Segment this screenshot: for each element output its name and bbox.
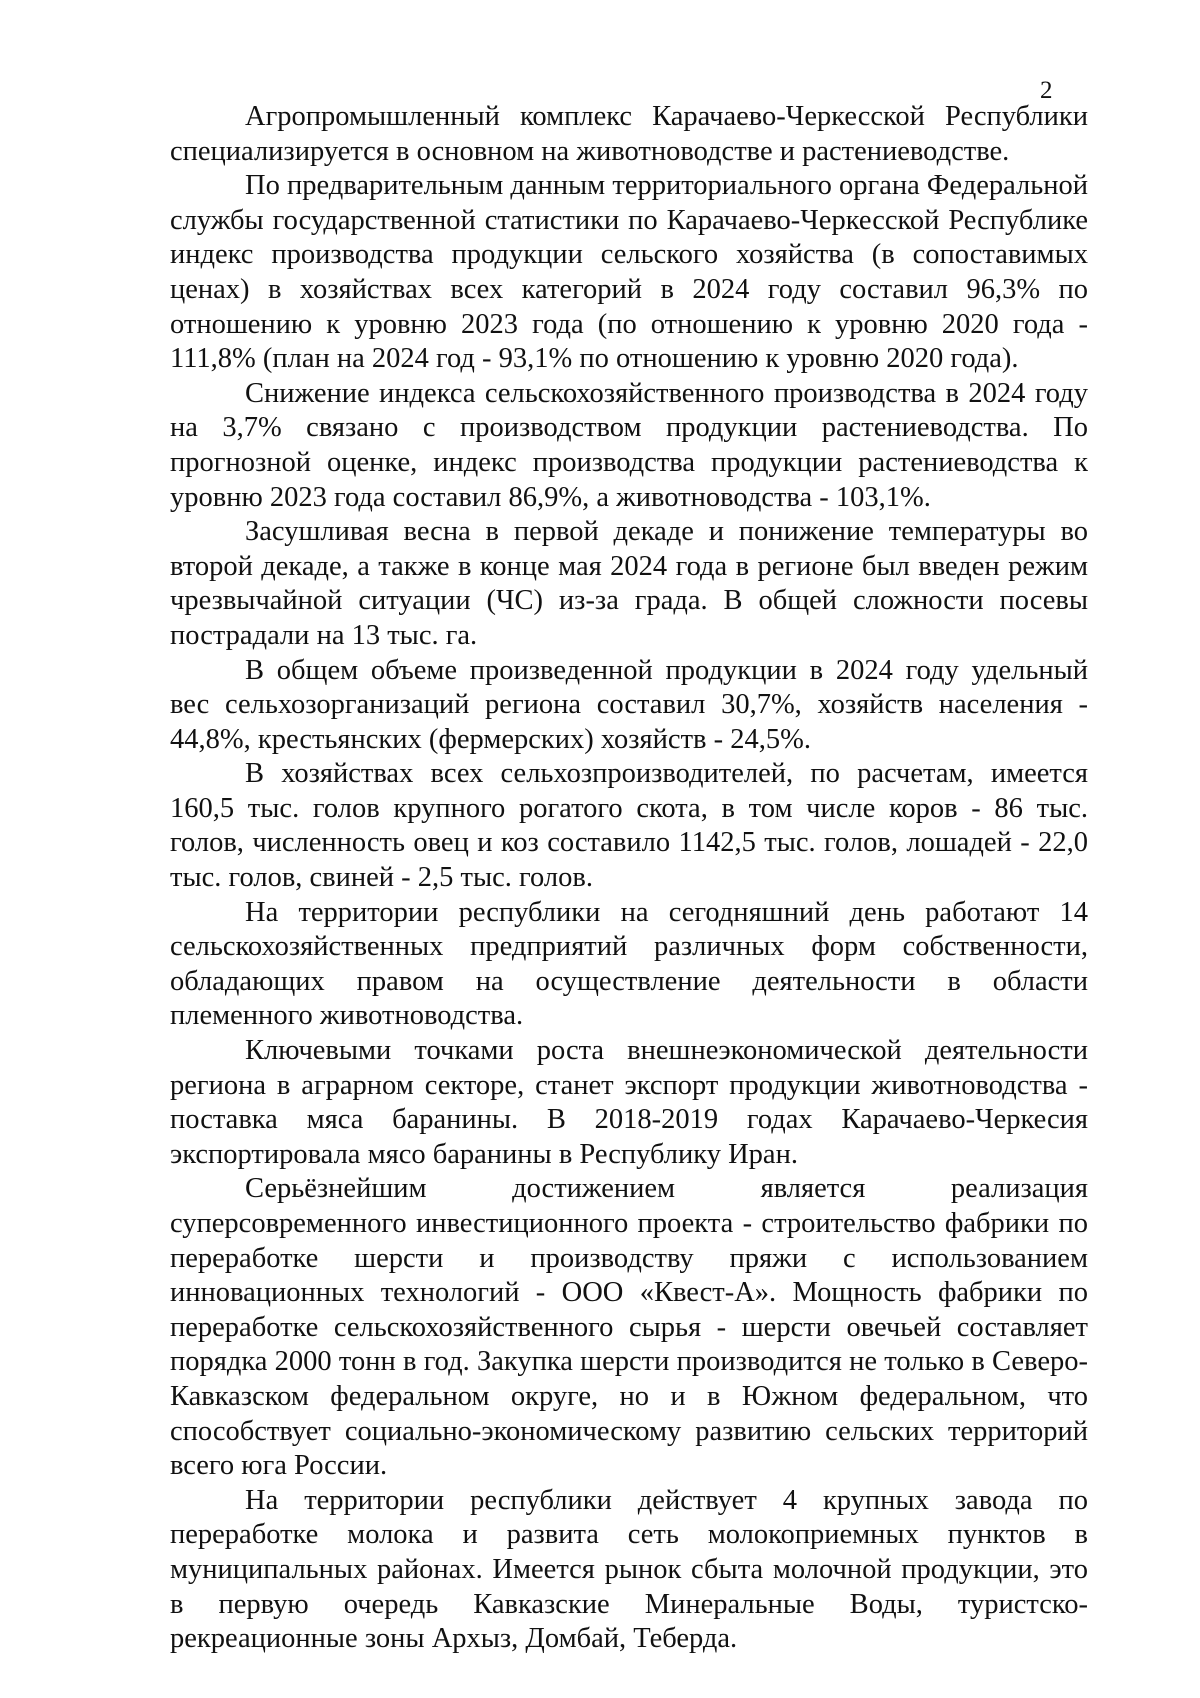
paragraph-drought-emergency: Засушливая весна в первой декаде и понижение температуры во второй декаде, а также в конце мая 2024 года в регионе был введен режим чрезвычайной ситуации (ЧС) из-за града. В общей сложности посевы пострадали на 13 тыс. га. [170,516,1088,651]
paragraph-dairy-plants: На территории республики действует 4 крупных завода по переработке молока и развита сеть молокоприемных пунктов в муниципальных районах. Имеется рынок сбыта молочной продукции, это в первую очередь Кавказские Минеральные Воды, туристско-рекреационные зоны Архыз, Домбай, Теберда. [170,1484,1088,1655]
paragraph-export-growth: Ключевыми точками роста внешнеэкономической деятельности региона в аграрном секторе, станет экспорт продукции животноводства - поставка мяса баранины. В 2018-2019 годах Карачаево-Черкесия экспортировала мясо баранины в Республику Иран. [170,1035,1088,1170]
paragraph-wool-factory: Серьёзнейшим достижением является реализация суперсовременного инвестиционного проекта - строительство фабрики по переработке шерсти и производству пряжи с использованием инновационных технологий - ООО «Квест-А». Мощность фабрики по переработке сельскохозяйственного сырья - шерсти овечьей составляет порядка 2000 тонн в год. Закупка шерсти производится не только в Северо-Кавказском федеральном округе, но и в Южном федеральном, что способствует социально-экономическому развитию сельских территорий всего юга России. [170,1173,1088,1482]
paragraph-livestock-count: В хозяйствах всех сельхозпроизводителей, по расчетам, имеется 160,5 тыс. голов крупного рогатого скота, в том числе коров - 86 тыс. голов, численность овец и коз составило 1142,5 тыс. голов, лошадей - 22,0 тыс. голов, свиней - 2,5 тыс. голов. [170,758,1088,894]
document-body [170,100,1088,1657]
paragraph-agro-complex: Агропромышленный комплекс Карачаево-Черкесской Республики специализируется в основном на животноводстве и растениеводстве. [170,101,1088,167]
paragraph-breeding-enterprises: На территории республики на сегодняшний день работают 14 сельскохозяйственных предприятий различных форм собственности, обладающих правом на осуществление деятельности в области племенного животноводства. [170,896,1088,1032]
paragraph-production-index: По предварительным данным территориального органа Федеральной службы государственной статистики по Карачаево-Черкесской Республике индекс производства продукции сельского хозяйства (в сопоставимых ценах) в хозяйствах всех категорий в 2024 году составил 96,3% по отношению к уровню 2023 года (по отношению к уровню 2020 года - 111,8% (план на 2024 год - 93,1% по отношению к уровню 2020 года). [170,170,1088,375]
paragraph-index-decline: Снижение индекса сельскохозяйственного производства в 2024 году на 3,7% связано с производством продукции растениеводства. По прогнозной оценке, индекс производства продукции растениеводства к уровню 2023 года составил 86,9%, а животноводства - 103,1%. [170,377,1088,513]
page-number: 2 [1040,77,1053,104]
paragraph-production-share: В общем объеме произведенной продукции в 2024 году удельный вес сельхозорганизаций региона составил 30,7%, хозяйств населения - 44,8%, крестьянских (фермерских) хозяйств - 24,5%. [170,654,1088,755]
